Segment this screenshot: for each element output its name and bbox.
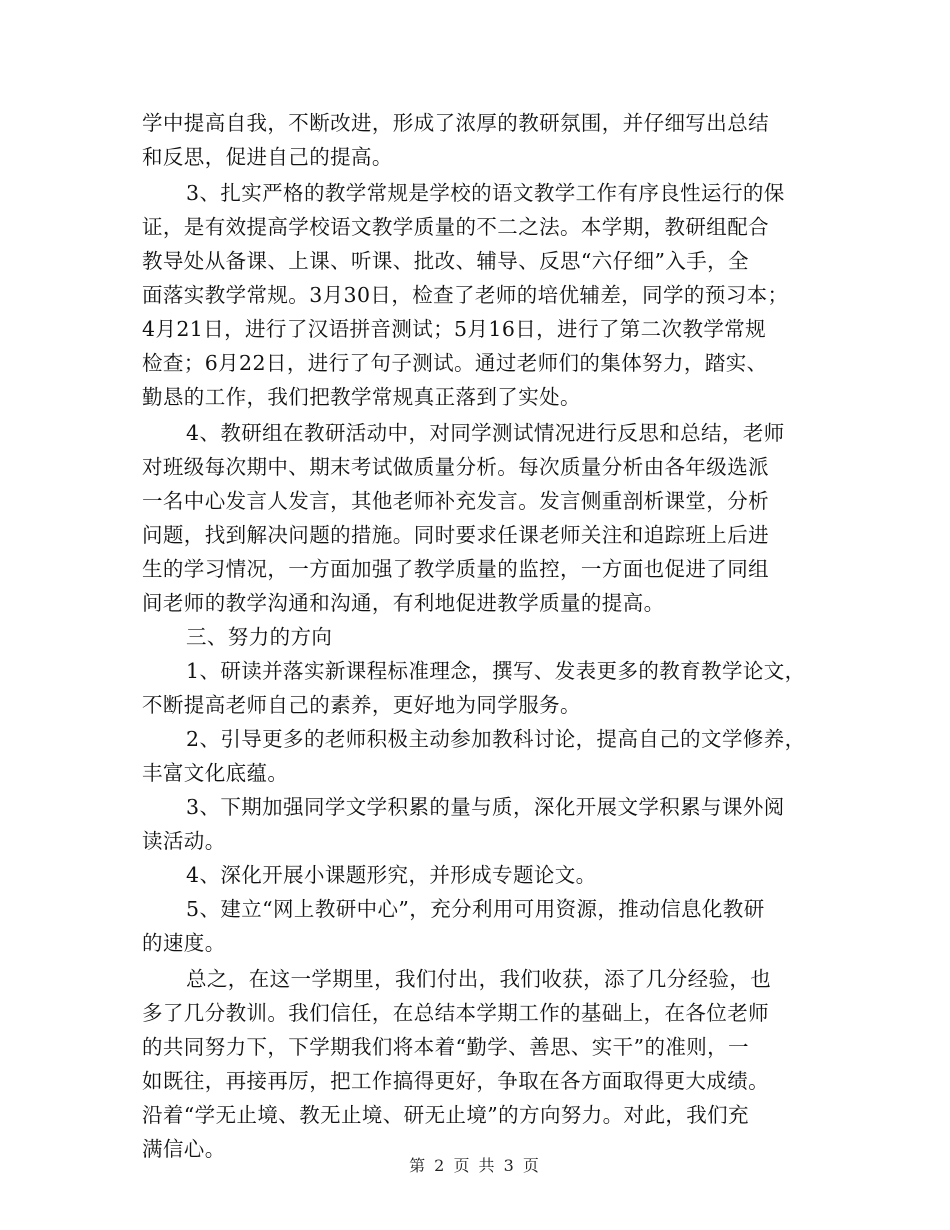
text-line: 教导处从备课、上课、听课、批改、辅导、反思“六仔细”入手，全 [142,249,749,273]
text-line: 4、教研组在教研活动中，对同学测试情况进行反思和总结，老师 [186,421,785,445]
text-line: 如既往，再接再厉，把工作搞得更好，争取在各方面取得更大成绩。 [142,1069,769,1093]
text-line: 面落实教学常规。3月30日，检查了老师的培优辅差，同学的预习本； [142,283,789,307]
text-line: 5、建立“网上教研中心”，充分利用可用资源，推动信息化教研 [186,897,765,921]
text-line: 丰富文化底蕴。 [142,761,289,785]
text-line: 4、深化开展小课题形究，并形成专题论文。 [186,863,597,887]
text-line: 多了几分教训。我们信任，在总结本学期工作的基础上，在各位老师 [142,1001,769,1025]
text-line: 的速度。 [142,931,226,955]
text-line: 对班级每次期中、期末考试做质量分析。每次质量分析由各年级选派 [142,455,769,479]
text-line: 证，是有效提高学校语文教学质量的不二之法。本学期，教研组配合 [142,215,769,239]
text-line: 生的学习情况，一方面加强了教学质量的监控，一方面也促进了同组 [142,557,769,581]
text-line: 不断提高老师自己的素养，更好地为同学服务。 [142,693,581,717]
text-line: 的共同努力下，下学期我们将本着“勤学、善思、实干”的准则，一 [142,1035,749,1059]
page-number-footer: 第 2 页 共 3 页 [409,1156,541,1175]
text-line: 勤恳的工作，我们把教学常规真正落到了实处。 [142,385,581,409]
text-line: 总之，在这一学期里，我们付出，我们收获，添了几分经验，也 [186,967,772,991]
text-line: 检查；6月22日，进行了句子测试。通过老师们的集体努力，踏实、 [142,351,768,375]
text-line: 学中提高自我，不断改进，形成了浓厚的教研氛围，并仔细写出总结 [142,111,769,135]
text-line: 沿着“学无止境、教无止境、研无止境”的方向努力。对此，我们充 [142,1103,749,1127]
text-line: 问题，找到解决问题的措施。同时要求任课老师关注和追踪班上后进 [142,523,769,547]
text-line: 读活动。 [142,829,226,853]
text-line: 1、研读并落实新课程标准理念，撰写、发表更多的教育教学论文， [186,659,806,683]
text-line: 2、引导更多的老师积极主动参加教科讨论，提高自己的文学修养， [186,727,806,751]
text-line: 和反思，促进自己的提高。 [142,145,393,169]
text-line: 一名中心发言人发言，其他老师补充发言。发言侧重剖析课堂，分析 [142,489,769,513]
text-line: 满信心。 [142,1137,226,1161]
text-line: 3、扎实严格的教学常规是学校的语文教学工作有序良性运行的保 [186,181,785,205]
text-line: 4月21日，进行了汉语拼音测试；5月16日，进行了第二次教学常规 [142,317,767,341]
section-heading: 三、努力的方向 [186,625,333,649]
text-line: 3、下期加强同学文学积累的量与质，深化开展文学积累与课外阅 [186,795,785,819]
text-line: 间老师的教学沟通和沟通，有利地促进教学质量的提高。 [142,591,665,615]
